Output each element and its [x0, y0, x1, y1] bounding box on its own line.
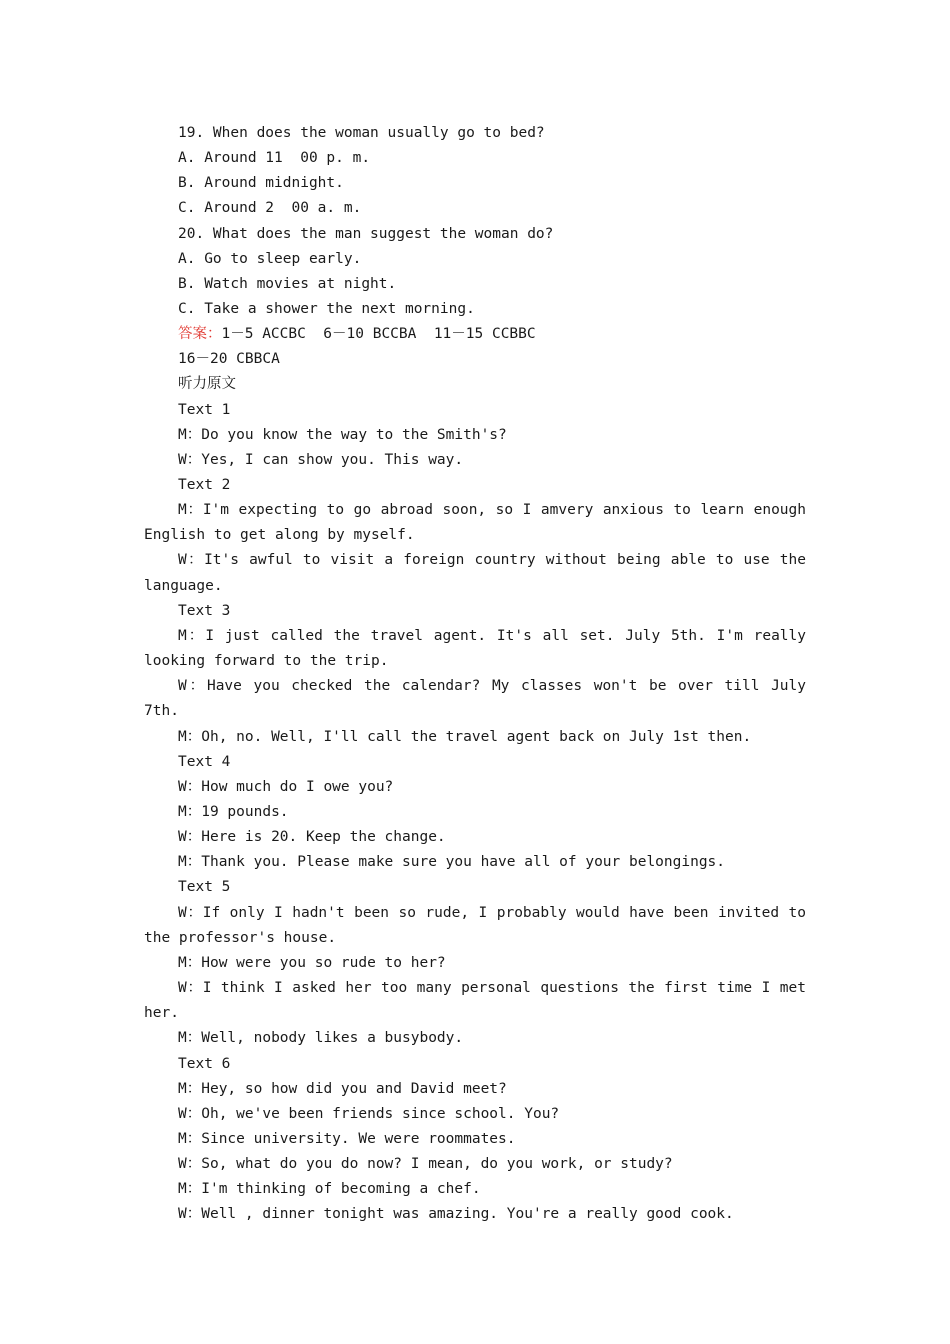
text-3-title: Text 3 [178, 602, 231, 619]
text-4-title: Text 4 [178, 753, 231, 770]
text-6-line: W：Well , dinner tonight was amazing. You're a really good cook. [178, 1206, 734, 1223]
text-3-line: W：Have you checked the calendar? My classes won't be over till July 7th. [144, 678, 806, 720]
question-19-option-a: A. Around 11 00 p. m. [178, 150, 371, 167]
text-5-line: M：Well, nobody likes a busybody. [178, 1030, 464, 1047]
answer-key-line-1 [144, 322, 806, 347]
text-2-title: Text 2 [178, 477, 231, 493]
question-20-stem: 20. What does the man suggest the woman do? [178, 225, 554, 242]
question-19-option-c: C. Around 2 00 a. m. [178, 200, 362, 217]
text-6-line: W：So, what do you do now? I mean, do you work, or study? [178, 1156, 673, 1173]
text-3-line: M：I just called the travel agent. It's all set. July 5th. I'm really looking forward to the trip. [144, 627, 806, 670]
question-20-option-c: C. Take a shower the next morning. [178, 300, 475, 317]
text-6-line: M：Hey, so how did you and David meet? [178, 1080, 507, 1097]
question-19-stem: 19. When does the woman usually go to bed? [178, 125, 545, 141]
text-4-line: W：Here is 20. Keep the change. [178, 829, 446, 846]
text-6-line: M：I'm thinking of becoming a chef. [178, 1181, 481, 1198]
text-5-line: M：How were you so rude to her? [178, 954, 446, 971]
text-1-line: M：Do you know the way to the Smith's? [178, 426, 507, 443]
text-6-title: Text 6 [178, 1055, 231, 1072]
document-body [144, 121, 806, 1228]
text-6-line: W：Oh, we've been friends since school. You? [178, 1105, 560, 1122]
text-2-line: W：It's awful to visit a foreign country without being able to use the language. [144, 552, 806, 594]
text-1-line: W：Yes, I can show you. This way. [178, 451, 464, 468]
question-20-option-b: B. Watch movies at night. [178, 275, 397, 292]
text-3-line: M：Oh, no. Well, I'll call the travel agent back on July 1st then. [178, 728, 752, 745]
answer-key-line-2: 16－20 CBBCA [178, 351, 280, 368]
answer-label: 答案： [178, 326, 222, 343]
text-5-line: W：I think I asked her too many personal questions the first time I met her. [144, 980, 806, 1022]
text-4-line: M：Thank you. Please make sure you have all of your belongings. [178, 854, 726, 871]
question-19-option-b: B. Around midnight. [178, 175, 344, 192]
text-1-title: Text 1 [178, 401, 231, 418]
text-5-title: Text 5 [178, 879, 231, 896]
text-2-line: M：I'm expecting to go abroad soon, so I amvery anxious to learn enough English to get along by myself. [144, 502, 806, 544]
answer-key-text-1: 1－5 ACCBC 6－10 BCCBA 11－15 CCBBC [221, 326, 536, 343]
question-20-option-a: A. Go to sleep early. [178, 250, 362, 267]
text-4-line: W：How much do I owe you? [178, 778, 394, 795]
text-4-line: M：19 pounds. [178, 803, 289, 820]
text-6-line: M：Since university. We were roommates. [178, 1130, 516, 1147]
text-5-line: W：If only I hadn't been so rude, I probably would have been invited to the professor's house. [144, 904, 806, 946]
transcript-heading: 听力原文 [178, 376, 236, 393]
